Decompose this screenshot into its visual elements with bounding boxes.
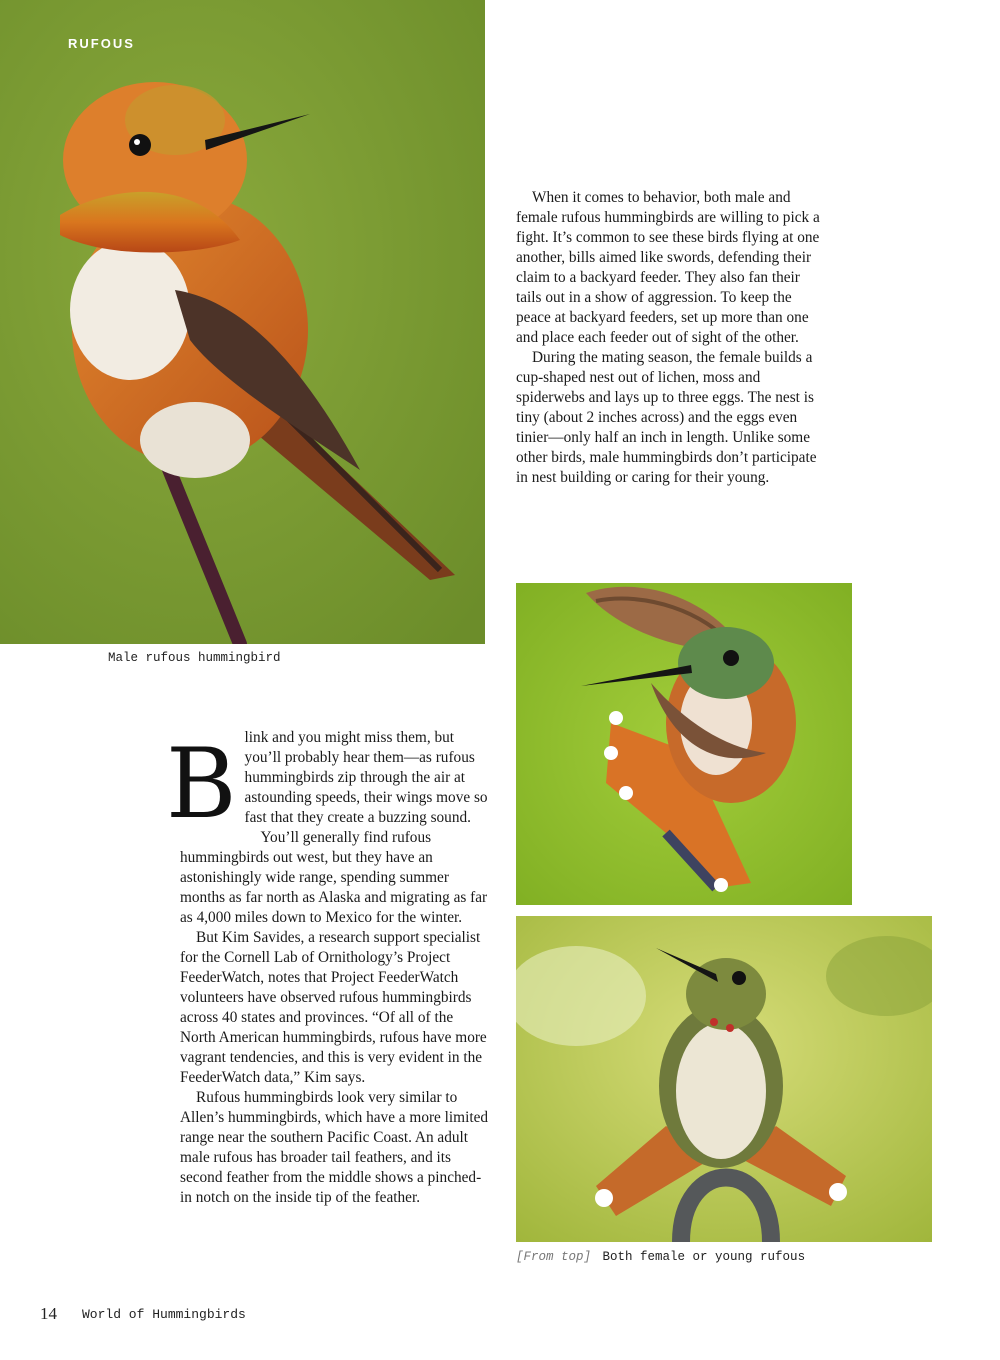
hero-photo-male-rufous: [0, 0, 485, 644]
paragraph: During the mating season, the female builds a cup-shaped nest out of lichen, moss and spiderwebs and lays up to three eggs. The nest is tiny (about 2 inches across) and the eggs even tinier—only half an inch in length. Unlike some other birds, male hummingbirds don’t participate in nest building or caring for their young.: [516, 349, 817, 486]
publication-title: World of Hummingbirds: [82, 1307, 246, 1322]
article-left-column: [166, 728, 492, 1208]
section-tag: RUFOUS: [68, 36, 135, 51]
photo-rufous-perched: [516, 916, 932, 1242]
paragraph: But Kim Savides, a research support specialist for the Cornell Lab of Ornithology’s Project FeederWatch, notes that Project FeederWatch volunteers have observed rufous hummingbirds across 40 states and provinces. “Of all of the North American hummingbirds, rufous have more vagrant tendencies, and this is very evident in the FeederWatch data,” Kim says.: [180, 929, 487, 1086]
caption-text: Both female or young rufous: [602, 1250, 806, 1264]
caption-credit: [From top]: [516, 1250, 592, 1264]
photo-rufous-in-flight: [516, 583, 852, 905]
article-right-column: [516, 188, 828, 488]
drop-cap: B: [166, 728, 237, 840]
opening-paragraph: [166, 728, 492, 840]
paragraph: When it comes to behavior, both male and female rufous hummingbirds are willing to pick a fight. It’s common to see these birds flying at one another, bills aimed like swords, defending their claim to a backyard feeder. They also fan their tails out in a show of aggression. To keep the peace at backyard feeders, set up more than one and place each feeder out of sight of the other.: [516, 189, 820, 346]
hero-caption: Male rufous hummingbird: [108, 651, 281, 665]
page-number: 14: [40, 1304, 57, 1323]
paragraph: Rufous hummingbirds look very similar to Allen’s hummingbirds, which have a more limited range near the southern Pacific Coast. An adult male rufous has broader tail feathers, and its second feather from the middle shows a pinched-in notch on the inside tip of the feather.: [180, 1089, 489, 1206]
opening-text: link and you might miss them, but you’ll probably hear them—as rufous hummingbirds zip through the air at astounding speeds, their wings move so fast that they create a buzzing sound.: [244, 729, 488, 826]
paragraph: You’ll generally find rufous hummingbirds out west, but they have an astonishingly wide range, spending summer months as far north as Alaska and migrating as far as 4,000 miles down to Mexico for the winter.: [180, 829, 488, 926]
bottom-caption: [516, 1250, 805, 1264]
